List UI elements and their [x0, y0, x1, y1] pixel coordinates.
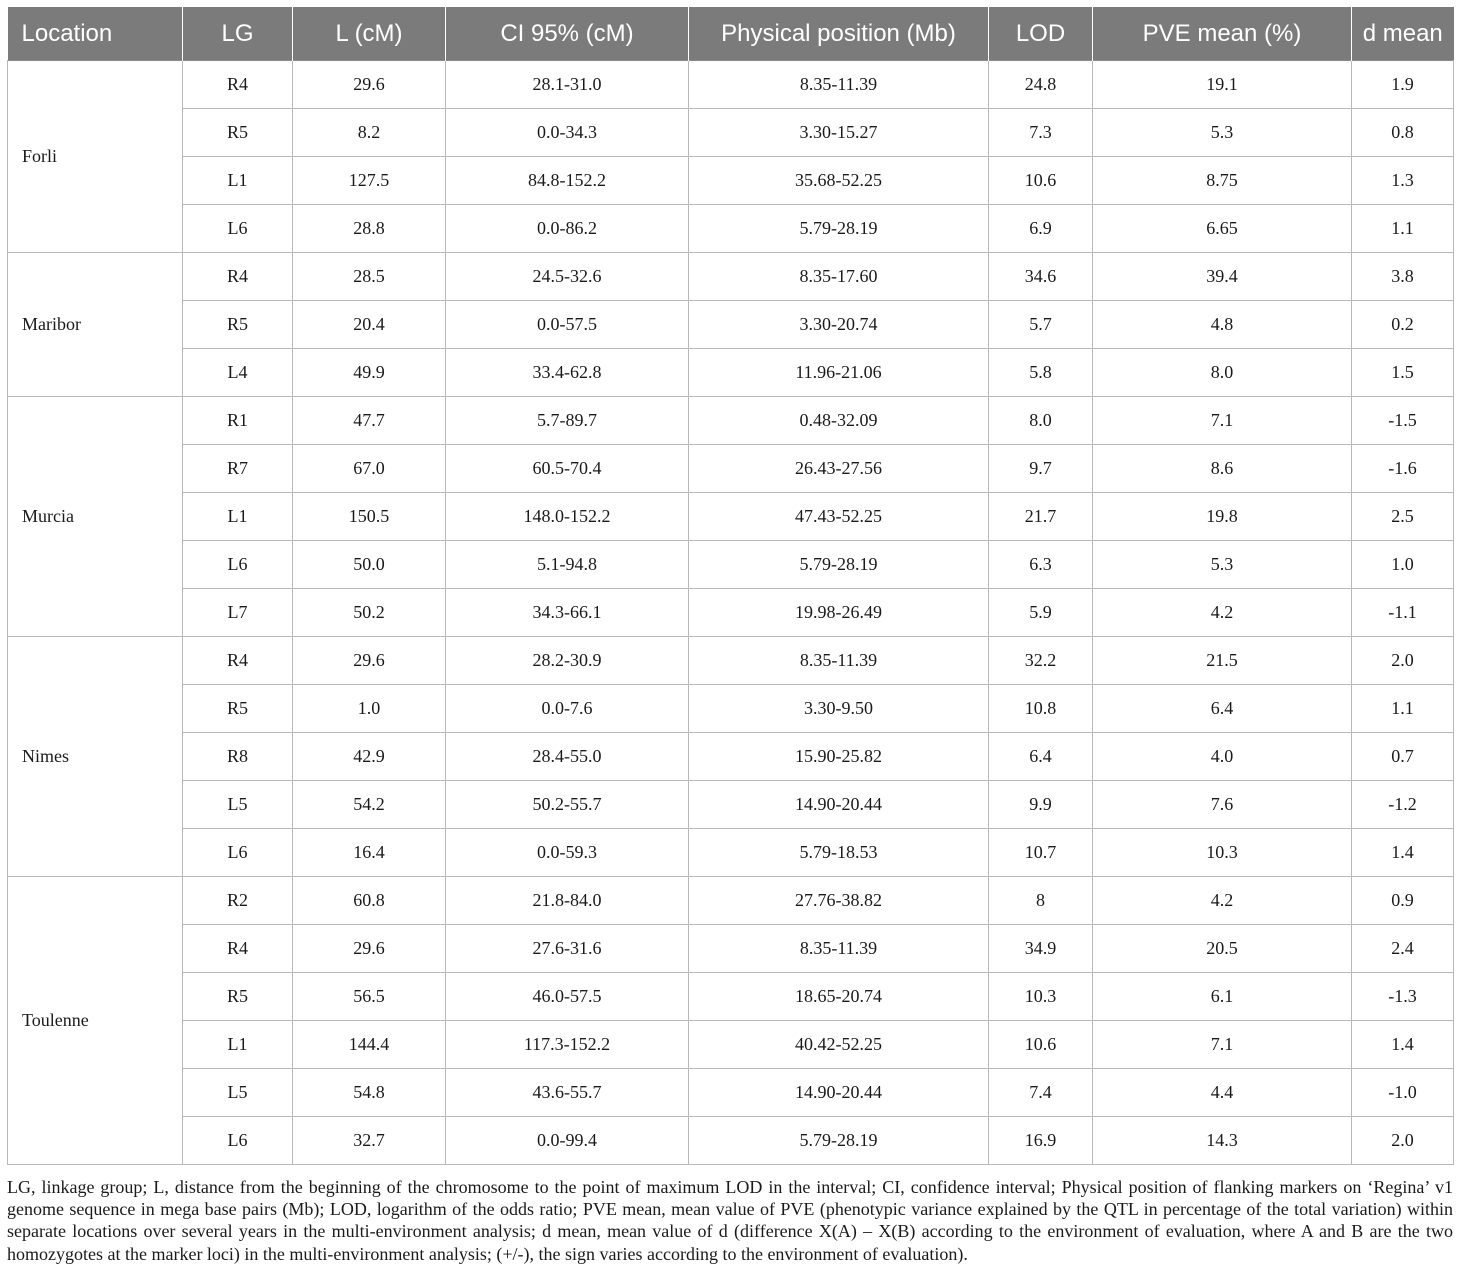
- pve-mean-cell: 8.6: [1093, 445, 1352, 493]
- physical-position-cell: 3.30-20.74: [689, 301, 989, 349]
- l-cm-cell: 144.4: [293, 1021, 446, 1069]
- header-ci-95: CI 95% (cM): [446, 7, 689, 61]
- lg-cell: L1: [183, 157, 293, 205]
- lod-cell: 6.3: [989, 541, 1093, 589]
- physical-position-cell: 8.35-11.39: [689, 637, 989, 685]
- lg-cell: L5: [183, 1069, 293, 1117]
- header-location: Location: [8, 7, 183, 61]
- table-row: [8, 973, 1454, 1021]
- table-row: [8, 1021, 1454, 1069]
- lod-cell: 24.8: [989, 61, 1093, 109]
- physical-position-cell: 11.96-21.06: [689, 349, 989, 397]
- pve-mean-cell: 5.3: [1093, 109, 1352, 157]
- l-cm-cell: 67.0: [293, 445, 446, 493]
- table-row: [8, 61, 1454, 109]
- lod-cell: 9.9: [989, 781, 1093, 829]
- l-cm-cell: 8.2: [293, 109, 446, 157]
- location-cell: Maribor: [8, 253, 183, 397]
- ci-95-cell: 46.0-57.5: [446, 973, 689, 1021]
- l-cm-cell: 16.4: [293, 829, 446, 877]
- table-row: [8, 589, 1454, 637]
- physical-position-cell: 5.79-28.19: [689, 541, 989, 589]
- lg-cell: L1: [183, 1021, 293, 1069]
- pve-mean-cell: 21.5: [1093, 637, 1352, 685]
- table-row: [8, 301, 1454, 349]
- ci-95-cell: 84.8-152.2: [446, 157, 689, 205]
- table-row: [8, 205, 1454, 253]
- header-l-cm: L (cM): [293, 7, 446, 61]
- d-mean-cell: 0.7: [1352, 733, 1454, 781]
- lod-cell: 8.0: [989, 397, 1093, 445]
- l-cm-cell: 28.8: [293, 205, 446, 253]
- d-mean-cell: 1.5: [1352, 349, 1454, 397]
- d-mean-cell: 0.8: [1352, 109, 1454, 157]
- ci-95-cell: 5.7-89.7: [446, 397, 689, 445]
- table-row: [8, 349, 1454, 397]
- d-mean-cell: -1.5: [1352, 397, 1454, 445]
- l-cm-cell: 50.0: [293, 541, 446, 589]
- d-mean-cell: -1.2: [1352, 781, 1454, 829]
- lg-cell: L6: [183, 205, 293, 253]
- table-row: [8, 1069, 1454, 1117]
- l-cm-cell: 150.5: [293, 493, 446, 541]
- pve-mean-cell: 4.0: [1093, 733, 1352, 781]
- ci-95-cell: 28.2-30.9: [446, 637, 689, 685]
- header-lg: LG: [183, 7, 293, 61]
- table-row: [8, 397, 1454, 445]
- l-cm-cell: 49.9: [293, 349, 446, 397]
- physical-position-cell: 5.79-18.53: [689, 829, 989, 877]
- pve-mean-cell: 10.3: [1093, 829, 1352, 877]
- qtl-table: [7, 7, 1454, 1165]
- ci-95-cell: 50.2-55.7: [446, 781, 689, 829]
- table-row: [8, 685, 1454, 733]
- pve-mean-cell: 20.5: [1093, 925, 1352, 973]
- l-cm-cell: 28.5: [293, 253, 446, 301]
- lg-cell: L6: [183, 541, 293, 589]
- lg-cell: L1: [183, 493, 293, 541]
- table-row: [8, 733, 1454, 781]
- d-mean-cell: -1.0: [1352, 1069, 1454, 1117]
- d-mean-cell: 1.4: [1352, 1021, 1454, 1069]
- l-cm-cell: 54.8: [293, 1069, 446, 1117]
- pve-mean-cell: 5.3: [1093, 541, 1352, 589]
- ci-95-cell: 21.8-84.0: [446, 877, 689, 925]
- ci-95-cell: 28.4-55.0: [446, 733, 689, 781]
- lod-cell: 32.2: [989, 637, 1093, 685]
- lg-cell: L7: [183, 589, 293, 637]
- pve-mean-cell: 6.4: [1093, 685, 1352, 733]
- d-mean-cell: 1.3: [1352, 157, 1454, 205]
- physical-position-cell: 27.76-38.82: [689, 877, 989, 925]
- lg-cell: R4: [183, 61, 293, 109]
- ci-95-cell: 0.0-59.3: [446, 829, 689, 877]
- lod-cell: 10.8: [989, 685, 1093, 733]
- pve-mean-cell: 14.3: [1093, 1117, 1352, 1165]
- table-footnote: LG, linkage group; L, distance from the beginning of the chromosome to the point of maximum LOD in the interval; CI, confidence interval; Physical position of flanking markers on ‘Regina’ v1 genome sequence in mega base pairs (Mb); LOD, logarithm of the odds ratio; PVE mean, mean value of PVE (phenotypic variance explained by the QTL in percentage of the total variation) within separate locations over several years in the multi-environment analysis; d mean, mean value of d (difference X(A) – X(B) according to the environment of evaluation, where A and B are the two homozygotes at the marker loci) in the multi-environment analysis; (+/-), the sign varies according to the environment of evaluation).: [7, 1177, 1453, 1264]
- d-mean-cell: -1.1: [1352, 589, 1454, 637]
- ci-95-cell: 33.4-62.8: [446, 349, 689, 397]
- d-mean-cell: 1.0: [1352, 541, 1454, 589]
- pve-mean-cell: 4.2: [1093, 877, 1352, 925]
- ci-95-cell: 148.0-152.2: [446, 493, 689, 541]
- lg-cell: R5: [183, 109, 293, 157]
- lg-cell: R5: [183, 685, 293, 733]
- qtl-table-container: [7, 7, 1453, 1165]
- d-mean-cell: 1.1: [1352, 685, 1454, 733]
- pve-mean-cell: 39.4: [1093, 253, 1352, 301]
- lod-cell: 5.7: [989, 301, 1093, 349]
- pve-mean-cell: 7.1: [1093, 397, 1352, 445]
- l-cm-cell: 54.2: [293, 781, 446, 829]
- d-mean-cell: 2.5: [1352, 493, 1454, 541]
- table-row: [8, 1117, 1454, 1165]
- lod-cell: 9.7: [989, 445, 1093, 493]
- location-cell: Nimes: [8, 637, 183, 877]
- lg-cell: L4: [183, 349, 293, 397]
- l-cm-cell: 60.8: [293, 877, 446, 925]
- lod-cell: 21.7: [989, 493, 1093, 541]
- location-cell: Murcia: [8, 397, 183, 637]
- lg-cell: R4: [183, 637, 293, 685]
- lod-cell: 8: [989, 877, 1093, 925]
- lod-cell: 5.8: [989, 349, 1093, 397]
- l-cm-cell: 127.5: [293, 157, 446, 205]
- ci-95-cell: 0.0-7.6: [446, 685, 689, 733]
- l-cm-cell: 42.9: [293, 733, 446, 781]
- physical-position-cell: 40.42-52.25: [689, 1021, 989, 1069]
- lod-cell: 34.6: [989, 253, 1093, 301]
- l-cm-cell: 56.5: [293, 973, 446, 1021]
- physical-position-cell: 5.79-28.19: [689, 205, 989, 253]
- lod-cell: 10.6: [989, 1021, 1093, 1069]
- d-mean-cell: 1.9: [1352, 61, 1454, 109]
- table-row: [8, 925, 1454, 973]
- l-cm-cell: 29.6: [293, 925, 446, 973]
- d-mean-cell: 0.2: [1352, 301, 1454, 349]
- table-row: [8, 637, 1454, 685]
- header-pve-mean: PVE mean (%): [1093, 7, 1352, 61]
- table-header-row: [8, 7, 1454, 61]
- ci-95-cell: 0.0-99.4: [446, 1117, 689, 1165]
- d-mean-cell: 2.0: [1352, 1117, 1454, 1165]
- table-row: [8, 829, 1454, 877]
- physical-position-cell: 14.90-20.44: [689, 781, 989, 829]
- pve-mean-cell: 7.6: [1093, 781, 1352, 829]
- table-body: [8, 61, 1454, 1165]
- lod-cell: 6.4: [989, 733, 1093, 781]
- table-row: [8, 445, 1454, 493]
- pve-mean-cell: 8.0: [1093, 349, 1352, 397]
- location-cell: Toulenne: [8, 877, 183, 1165]
- table-row: [8, 781, 1454, 829]
- ci-95-cell: 43.6-55.7: [446, 1069, 689, 1117]
- table-row: [8, 877, 1454, 925]
- pve-mean-cell: 6.65: [1093, 205, 1352, 253]
- d-mean-cell: 3.8: [1352, 253, 1454, 301]
- ci-95-cell: 28.1-31.0: [446, 61, 689, 109]
- l-cm-cell: 32.7: [293, 1117, 446, 1165]
- physical-position-cell: 19.98-26.49: [689, 589, 989, 637]
- table-row: [8, 493, 1454, 541]
- lg-cell: R4: [183, 925, 293, 973]
- lg-cell: R7: [183, 445, 293, 493]
- lod-cell: 10.3: [989, 973, 1093, 1021]
- pve-mean-cell: 4.2: [1093, 589, 1352, 637]
- l-cm-cell: 29.6: [293, 637, 446, 685]
- l-cm-cell: 20.4: [293, 301, 446, 349]
- pve-mean-cell: 8.75: [1093, 157, 1352, 205]
- physical-position-cell: 35.68-52.25: [689, 157, 989, 205]
- d-mean-cell: 2.4: [1352, 925, 1454, 973]
- table-row: [8, 541, 1454, 589]
- lod-cell: 34.9: [989, 925, 1093, 973]
- ci-95-cell: 27.6-31.6: [446, 925, 689, 973]
- lod-cell: 7.3: [989, 109, 1093, 157]
- lod-cell: 7.4: [989, 1069, 1093, 1117]
- lg-cell: R1: [183, 397, 293, 445]
- lg-cell: R4: [183, 253, 293, 301]
- lg-cell: R2: [183, 877, 293, 925]
- pve-mean-cell: 19.1: [1093, 61, 1352, 109]
- ci-95-cell: 0.0-86.2: [446, 205, 689, 253]
- pve-mean-cell: 4.8: [1093, 301, 1352, 349]
- lod-cell: 5.9: [989, 589, 1093, 637]
- table-row: [8, 157, 1454, 205]
- ci-95-cell: 34.3-66.1: [446, 589, 689, 637]
- ci-95-cell: 0.0-57.5: [446, 301, 689, 349]
- lod-cell: 10.7: [989, 829, 1093, 877]
- lg-cell: R5: [183, 973, 293, 1021]
- ci-95-cell: 5.1-94.8: [446, 541, 689, 589]
- d-mean-cell: 2.0: [1352, 637, 1454, 685]
- physical-position-cell: 3.30-9.50: [689, 685, 989, 733]
- ci-95-cell: 24.5-32.6: [446, 253, 689, 301]
- physical-position-cell: 47.43-52.25: [689, 493, 989, 541]
- ci-95-cell: 117.3-152.2: [446, 1021, 689, 1069]
- d-mean-cell: 1.4: [1352, 829, 1454, 877]
- lg-cell: R5: [183, 301, 293, 349]
- lod-cell: 10.6: [989, 157, 1093, 205]
- header-physical-position: Physical position (Mb): [689, 7, 989, 61]
- ci-95-cell: 60.5-70.4: [446, 445, 689, 493]
- lg-cell: L6: [183, 829, 293, 877]
- lg-cell: L6: [183, 1117, 293, 1165]
- table-row: [8, 253, 1454, 301]
- physical-position-cell: 14.90-20.44: [689, 1069, 989, 1117]
- lg-cell: R8: [183, 733, 293, 781]
- location-cell: Forli: [8, 61, 183, 253]
- physical-position-cell: 15.90-25.82: [689, 733, 989, 781]
- l-cm-cell: 29.6: [293, 61, 446, 109]
- lod-cell: 16.9: [989, 1117, 1093, 1165]
- physical-position-cell: 3.30-15.27: [689, 109, 989, 157]
- d-mean-cell: 1.1: [1352, 205, 1454, 253]
- ci-95-cell: 0.0-34.3: [446, 109, 689, 157]
- header-lod: LOD: [989, 7, 1093, 61]
- physical-position-cell: 18.65-20.74: [689, 973, 989, 1021]
- pve-mean-cell: 4.4: [1093, 1069, 1352, 1117]
- physical-position-cell: 26.43-27.56: [689, 445, 989, 493]
- pve-mean-cell: 19.8: [1093, 493, 1352, 541]
- pve-mean-cell: 6.1: [1093, 973, 1352, 1021]
- l-cm-cell: 50.2: [293, 589, 446, 637]
- header-d-mean: d mean: [1352, 7, 1454, 61]
- d-mean-cell: -1.6: [1352, 445, 1454, 493]
- table-row: [8, 109, 1454, 157]
- d-mean-cell: 0.9: [1352, 877, 1454, 925]
- physical-position-cell: 8.35-17.60: [689, 253, 989, 301]
- physical-position-cell: 8.35-11.39: [689, 61, 989, 109]
- l-cm-cell: 1.0: [293, 685, 446, 733]
- physical-position-cell: 5.79-28.19: [689, 1117, 989, 1165]
- pve-mean-cell: 7.1: [1093, 1021, 1352, 1069]
- physical-position-cell: 0.48-32.09: [689, 397, 989, 445]
- d-mean-cell: -1.3: [1352, 973, 1454, 1021]
- lg-cell: L5: [183, 781, 293, 829]
- lod-cell: 6.9: [989, 205, 1093, 253]
- l-cm-cell: 47.7: [293, 397, 446, 445]
- physical-position-cell: 8.35-11.39: [689, 925, 989, 973]
